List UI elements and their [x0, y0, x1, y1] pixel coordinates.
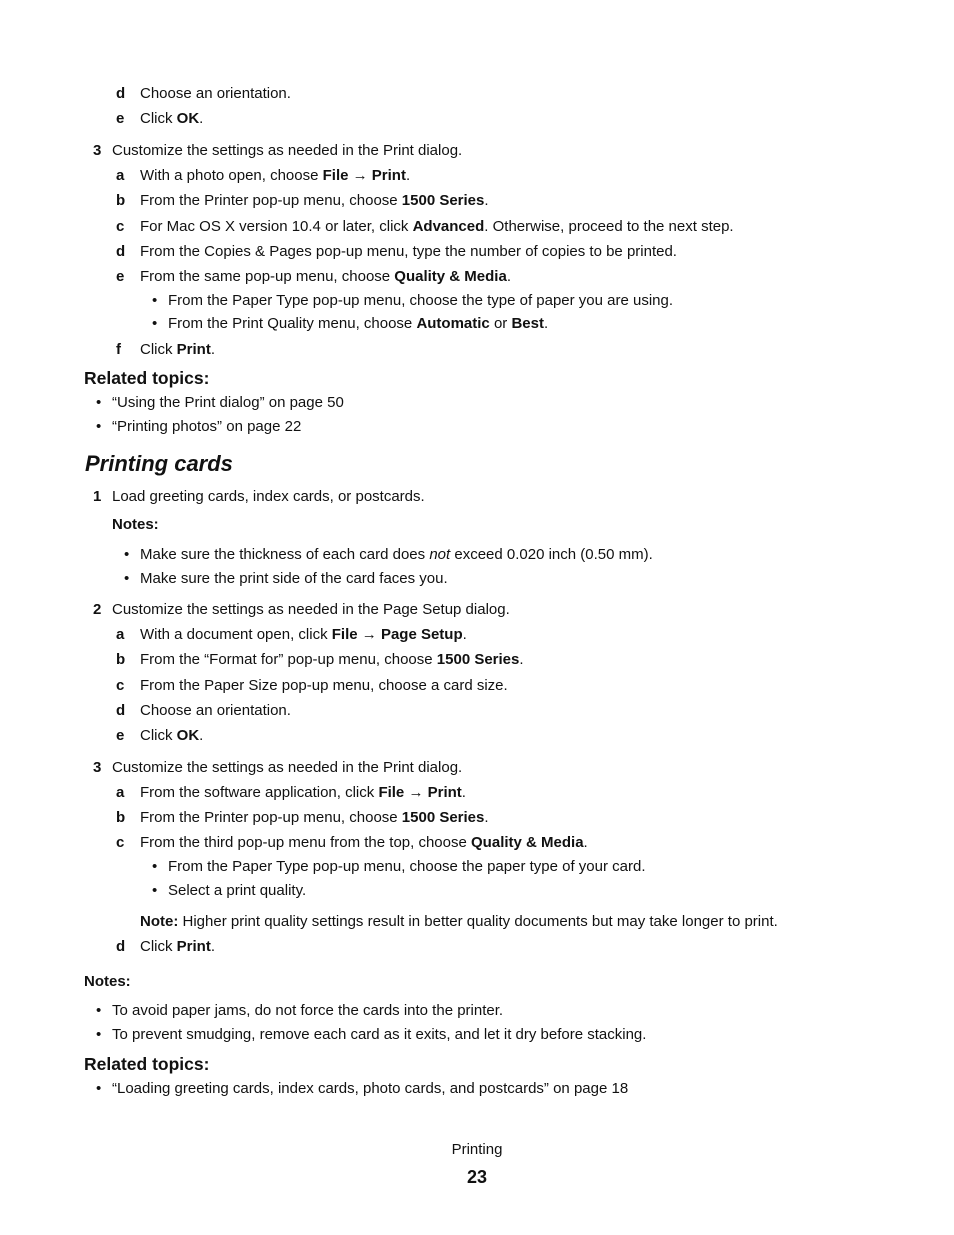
step-marker: 1 — [93, 488, 102, 505]
step-text — [140, 218, 734, 236]
bold-text: OK — [176, 110, 200, 127]
text-run: With a photo open, choose — [140, 167, 323, 184]
related-topics-heading: Related topics: — [84, 1054, 210, 1074]
text-run: From the software application, click — [140, 784, 379, 801]
text-run: Click — [140, 341, 177, 358]
step-text — [112, 488, 425, 506]
bullet-item — [140, 546, 653, 564]
text-run: With a document open, click — [140, 626, 332, 643]
bullet-item — [112, 1002, 503, 1020]
step-marker: e — [116, 110, 125, 127]
step-marker: a — [116, 167, 125, 184]
bold-text: Quality & Media — [394, 268, 507, 285]
step-marker: c — [116, 218, 125, 235]
footer-section-title: Printing — [451, 1141, 503, 1158]
notes-label: Notes: — [84, 973, 131, 990]
text-run: . — [405, 167, 411, 184]
bullet-icon: • — [96, 1080, 102, 1097]
text-run: exceed 0.020 inch (0.50 mm). — [450, 546, 653, 563]
bold-text: 1500 Series — [401, 192, 485, 209]
note-text — [140, 913, 778, 931]
text-run: “Using the Print dialog” on page 50 — [112, 394, 344, 411]
step-marker: f — [116, 341, 121, 358]
bullet-item — [168, 858, 646, 876]
text-run: Load greeting cards, index cards, or postcards. — [112, 488, 425, 505]
bullet-icon: • — [152, 882, 158, 899]
step-text — [140, 702, 291, 720]
text-run: From the Print Quality menu, choose — [168, 315, 417, 332]
text-run: Click — [140, 727, 177, 744]
step-text — [140, 268, 511, 286]
step-text — [112, 142, 462, 160]
bullet-item — [112, 1026, 646, 1044]
text-run: . — [583, 834, 588, 851]
text-run: From the Paper Type pop-up menu, choose the type of paper you are using. — [168, 292, 674, 309]
page-number: 23 — [466, 1167, 488, 1187]
step-text — [140, 727, 203, 745]
step-text — [112, 601, 510, 619]
bullet-item — [168, 882, 306, 900]
step-text — [140, 938, 215, 956]
step-marker: c — [116, 834, 125, 851]
step-marker: d — [116, 938, 126, 955]
text-run: Customize the settings as needed in the Print dialog. — [112, 142, 463, 159]
step-text — [140, 110, 203, 128]
text-run: “Printing photos” on page 22 — [112, 418, 302, 435]
text-run: . — [210, 341, 216, 358]
text-run: Make sure the print side of the card faces you. — [140, 570, 448, 587]
text-run: From the Paper Type pop-up menu, choose the paper type of your card. — [168, 858, 646, 875]
text-run: Higher print quality settings result in better quality documents but may take longer to print. — [178, 913, 778, 930]
step-text — [140, 626, 467, 644]
step-text — [140, 85, 291, 103]
text-run: Select a print quality. — [168, 882, 307, 899]
step-marker: a — [116, 626, 125, 643]
bold-text: 1500 Series — [401, 809, 485, 826]
text-run: . — [484, 809, 489, 826]
step-marker: 3 — [93, 142, 102, 159]
bullet-item — [112, 394, 344, 412]
text-run: Choose an orientation. — [140, 85, 291, 102]
bullet-icon: • — [96, 1002, 102, 1019]
bullet-item — [140, 570, 448, 588]
step-text — [140, 651, 524, 669]
text-run: . — [210, 938, 216, 955]
text-run: Make sure the thickness of each card does — [140, 546, 430, 563]
bold-text: File → Print — [378, 784, 462, 801]
bold-text: File → Page Setup — [331, 626, 463, 643]
text-run: From the Paper Size pop-up menu, choose a card size. — [140, 677, 508, 694]
text-run: . — [506, 268, 511, 285]
step-text — [140, 784, 466, 802]
bullet-item — [168, 315, 548, 333]
bullet-icon: • — [96, 394, 102, 411]
text-run: To prevent smudging, remove each card as it exits, and let it dry before stacking. — [112, 1026, 647, 1043]
step-text — [140, 341, 215, 359]
bold-text: Advanced — [412, 218, 485, 235]
text-run: . — [199, 727, 204, 744]
text-run: . — [543, 315, 549, 332]
text-run: From the third pop-up menu from the top, choose — [140, 834, 472, 851]
step-text — [140, 167, 410, 185]
bold-text: Note: — [140, 913, 179, 930]
step-marker: d — [116, 243, 126, 260]
text-run: Customize the settings as needed in the Page Setup dialog. — [112, 601, 510, 618]
text-run: . — [461, 784, 466, 801]
text-run: For Mac OS X version 10.4 or later, click — [140, 218, 413, 235]
related-topics-heading: Related topics: — [84, 368, 210, 388]
italic-text: not — [429, 546, 451, 563]
step-text — [140, 677, 508, 695]
bold-text: Automatic — [416, 315, 490, 332]
section-heading: Printing cards — [85, 451, 233, 476]
text-run: “Loading greeting cards, index cards, photo cards, and postcards” on page 18 — [112, 1080, 629, 1097]
bullet-icon: • — [96, 1026, 102, 1043]
bullet-icon: • — [124, 546, 130, 563]
bullet-icon: • — [152, 315, 158, 332]
bold-text: Quality & Media — [471, 834, 584, 851]
bullet-icon: • — [152, 292, 158, 309]
text-run: To avoid paper jams, do not force the cards into the printer. — [112, 1002, 504, 1019]
step-text — [112, 759, 462, 777]
step-marker: c — [116, 677, 125, 694]
text-run: or — [489, 315, 512, 332]
text-run: From the Printer pop-up menu, choose — [140, 192, 402, 209]
step-text — [140, 243, 677, 261]
text-run: . — [484, 192, 489, 209]
step-marker: e — [116, 727, 125, 744]
bold-text: File → Print — [322, 167, 406, 184]
bullet-icon: • — [96, 418, 102, 435]
text-run: From the Printer pop-up menu, choose — [140, 809, 402, 826]
bullet-item — [168, 292, 673, 310]
bold-text: Print — [176, 938, 211, 955]
text-run: . — [199, 110, 204, 127]
notes-label: Notes: — [112, 516, 159, 533]
text-run: From the Copies & Pages pop-up menu, type the number of copies to be printed. — [140, 243, 677, 260]
step-marker: b — [116, 651, 126, 668]
step-marker: 3 — [93, 759, 102, 776]
text-run: . — [519, 651, 524, 668]
bold-text: 1500 Series — [436, 651, 520, 668]
bold-text: Print — [176, 341, 211, 358]
bold-text: Best — [511, 315, 544, 332]
text-run: Customize the settings as needed in the Print dialog. — [112, 759, 463, 776]
text-run: From the same pop-up menu, choose — [140, 268, 395, 285]
text-run: From the “Format for” pop-up menu, choose — [140, 651, 437, 668]
step-marker: d — [116, 702, 126, 719]
text-run: Click — [140, 110, 177, 127]
text-run: Choose an orientation. — [140, 702, 291, 719]
step-marker: a — [116, 784, 125, 801]
step-marker: b — [116, 192, 126, 209]
step-text — [140, 809, 489, 827]
text-run: . — [462, 626, 467, 643]
text-run: . Otherwise, proceed to the next step. — [484, 218, 734, 235]
bullet-icon: • — [152, 858, 158, 875]
step-marker: 2 — [93, 601, 102, 618]
step-marker: d — [116, 85, 126, 102]
step-text — [140, 192, 489, 210]
bullet-icon: • — [124, 570, 130, 587]
step-marker: b — [116, 809, 126, 826]
bullet-item — [112, 418, 301, 436]
bold-text: OK — [176, 727, 200, 744]
step-marker: e — [116, 268, 125, 285]
text-run: Click — [140, 938, 177, 955]
step-text — [140, 834, 588, 852]
bullet-item — [112, 1080, 628, 1098]
